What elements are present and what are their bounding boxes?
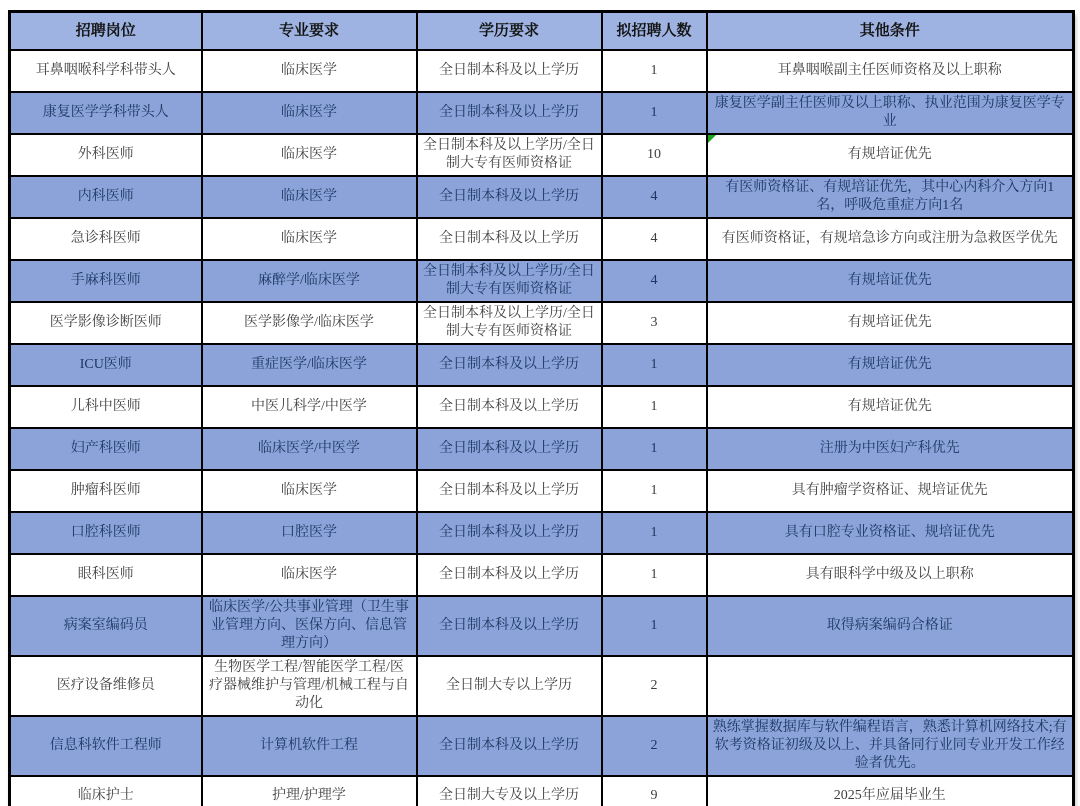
cell-position: 康复医学学科带头人 [10, 92, 202, 134]
table-row [10, 428, 1074, 470]
cell-position: 病案室编码员 [10, 596, 202, 656]
cell-education: 全日制本科及以上学历/全日制大专有医师资格证 [417, 134, 602, 176]
cell-position: 信息科软件工程师 [10, 716, 202, 776]
cell-major: 计算机软件工程 [202, 716, 417, 776]
cell-count: 1 [602, 596, 707, 656]
cell-major: 中医儿科学/中医学 [202, 386, 417, 428]
cell-major: 临床医学 [202, 470, 417, 512]
cell-count: 1 [602, 428, 707, 470]
cell-count: 4 [602, 218, 707, 260]
cell-count: 1 [602, 50, 707, 92]
table-row [10, 554, 1074, 596]
cell-position: 妇产科医师 [10, 428, 202, 470]
table-row [10, 302, 1074, 344]
recruitment-table [8, 10, 1075, 806]
table-row [10, 176, 1074, 218]
cell-major: 临床医学 [202, 176, 417, 218]
cell-position: 外科医师 [10, 134, 202, 176]
cell-other: 有医师资格证，有规培急诊方向或注册为急救医学优先 [707, 218, 1074, 260]
cell-education: 全日制本科及以上学历 [417, 716, 602, 776]
table-row [10, 260, 1074, 302]
cell-count: 9 [602, 776, 707, 806]
cell-count: 1 [602, 554, 707, 596]
table-row [10, 344, 1074, 386]
cell-count: 2 [602, 656, 707, 716]
cell-education: 全日制本科及以上学历/全日制大专有医师资格证 [417, 260, 602, 302]
table-row [10, 776, 1074, 806]
cell-count: 10 [602, 134, 707, 176]
cell-count: 1 [602, 470, 707, 512]
cell-other: 有规培证优先 [707, 302, 1074, 344]
cell-other: 取得病案编码合格证 [707, 596, 1074, 656]
cell-other: 熟练掌握数据库与软件编程语言，熟悉计算机网络技术;有软考资格证初级及以上、并具备同行业同专业开发工作经验者优先。 [707, 716, 1074, 776]
table-row [10, 656, 1074, 716]
table-row [10, 596, 1074, 656]
cell-major: 麻醉学/临床医学 [202, 260, 417, 302]
table-row [10, 386, 1074, 428]
cell-count: 4 [602, 260, 707, 302]
cell-major: 临床医学/中医学 [202, 428, 417, 470]
cell-education: 全日制大专以上学历 [417, 656, 602, 716]
cell-education: 全日制本科及以上学历 [417, 512, 602, 554]
cell-major: 临床医学 [202, 554, 417, 596]
cell-count: 1 [602, 386, 707, 428]
table-row [10, 50, 1074, 92]
cell-count: 1 [602, 92, 707, 134]
cell-other: 有规培证优先 [707, 344, 1074, 386]
cell-major: 临床医学 [202, 50, 417, 92]
cell-education: 全日制本科及以上学历 [417, 50, 602, 92]
cell-position: 耳鼻咽喉科学科带头人 [10, 50, 202, 92]
cell-position: ICU医师 [10, 344, 202, 386]
cell-position: 手麻科医师 [10, 260, 202, 302]
column-header-count: 拟招聘人数 [602, 12, 707, 50]
cell-position: 儿科中医师 [10, 386, 202, 428]
cell-education: 全日制大专及以上学历 [417, 776, 602, 806]
cell-corner-marker-icon [708, 135, 716, 143]
cell-major: 重症医学/临床医学 [202, 344, 417, 386]
cell-other: 具有眼科学中级及以上职称 [707, 554, 1074, 596]
cell-education: 全日制本科及以上学历 [417, 344, 602, 386]
cell-other: 有规培证优先 [707, 134, 1074, 176]
table-header [10, 12, 1074, 50]
cell-position: 肿瘤科医师 [10, 470, 202, 512]
table-row [10, 716, 1074, 776]
table-row [10, 512, 1074, 554]
recruitment-table-container [8, 10, 1072, 806]
cell-position: 医学影像诊断医师 [10, 302, 202, 344]
cell-count: 1 [602, 512, 707, 554]
cell-other: 2025年应届毕业生 [707, 776, 1074, 806]
cell-major: 临床医学 [202, 218, 417, 260]
cell-education: 全日制本科及以上学历 [417, 470, 602, 512]
cell-other: 有医师资格证、有规培证优先，其中心内科介入方向1名，呼吸危重症方向1名 [707, 176, 1074, 218]
header-row [10, 12, 1074, 50]
cell-major: 医学影像学/临床医学 [202, 302, 417, 344]
cell-education: 全日制本科及以上学历 [417, 554, 602, 596]
cell-other [707, 656, 1074, 716]
column-header-major: 专业要求 [202, 12, 417, 50]
table-row [10, 470, 1074, 512]
cell-position: 临床护士 [10, 776, 202, 806]
cell-education: 全日制本科及以上学历 [417, 428, 602, 470]
cell-other: 具有肿瘤学资格证、规培证优先 [707, 470, 1074, 512]
cell-major: 口腔医学 [202, 512, 417, 554]
column-header-education: 学历要求 [417, 12, 602, 50]
cell-education: 全日制本科及以上学历 [417, 386, 602, 428]
cell-major: 护理/护理学 [202, 776, 417, 806]
cell-other: 具有口腔专业资格证、规培证优先 [707, 512, 1074, 554]
cell-other: 有规培证优先 [707, 260, 1074, 302]
cell-education: 全日制本科及以上学历 [417, 596, 602, 656]
cell-major: 临床医学 [202, 134, 417, 176]
cell-position: 医疗设备维修员 [10, 656, 202, 716]
cell-education: 全日制本科及以上学历 [417, 92, 602, 134]
cell-count: 4 [602, 176, 707, 218]
column-header-position: 招聘岗位 [10, 12, 202, 50]
column-header-other: 其他条件 [707, 12, 1074, 50]
cell-count: 3 [602, 302, 707, 344]
cell-education: 全日制本科及以上学历/全日制大专有医师资格证 [417, 302, 602, 344]
cell-other: 康复医学副主任医师及以上职称、执业范围为康复医学专业 [707, 92, 1074, 134]
cell-position: 内科医师 [10, 176, 202, 218]
cell-position: 眼科医师 [10, 554, 202, 596]
table-row [10, 218, 1074, 260]
cell-major: 生物医学工程/智能医学工程/医疗器械维护与管理/机械工程与自动化 [202, 656, 417, 716]
cell-position: 急诊科医师 [10, 218, 202, 260]
cell-other: 耳鼻咽喉副主任医师资格及以上职称 [707, 50, 1074, 92]
table-row [10, 92, 1074, 134]
cell-count: 1 [602, 344, 707, 386]
cell-position: 口腔科医师 [10, 512, 202, 554]
cell-other: 有规培证优先 [707, 386, 1074, 428]
table-body [10, 50, 1074, 806]
cell-education: 全日制本科及以上学历 [417, 218, 602, 260]
cell-count: 2 [602, 716, 707, 776]
cell-major: 临床医学 [202, 92, 417, 134]
cell-education: 全日制本科及以上学历 [417, 176, 602, 218]
cell-major: 临床医学/公共事业管理（卫生事业管理方向、医保方向、信息管理方向） [202, 596, 417, 656]
cell-other: 注册为中医妇产科优先 [707, 428, 1074, 470]
table-row [10, 134, 1074, 176]
